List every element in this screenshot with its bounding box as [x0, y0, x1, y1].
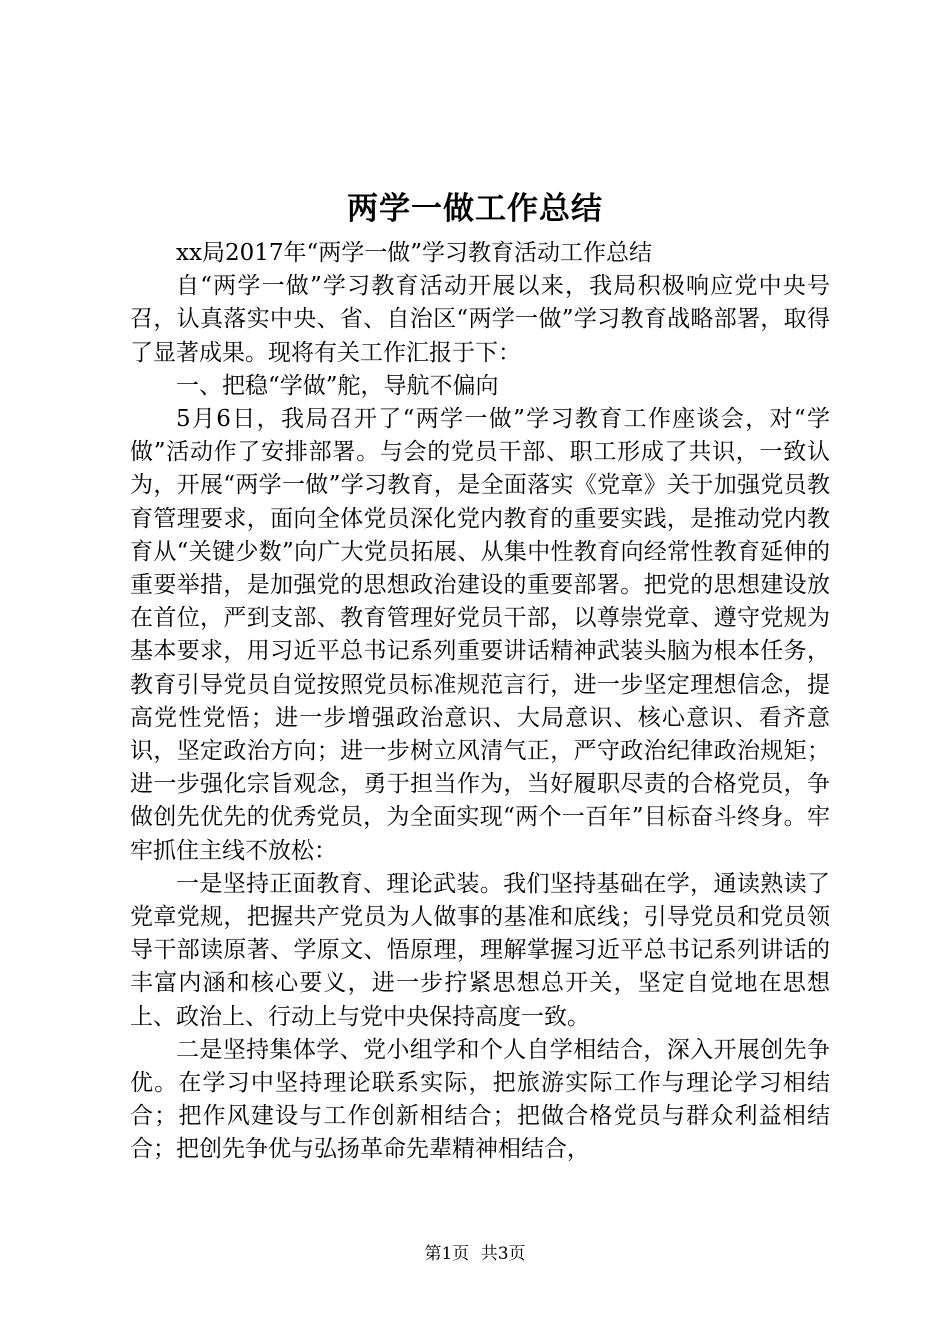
page-footer	[0, 1242, 950, 1266]
intro-paragraph: 自“两学一做”学习教育活动开展以来，我局积极响应党中央号召，认真落实中央、省、自治区“两学一做”学习教育战略部署，取得了显著成果。现将有关工作汇报于下：	[130, 273, 830, 366]
body-paragraph: 二是坚持集体学、党小组学和个人自学相结合，深入开展创先争优。在学习中坚持理论联系实际，把旅游实际工作与理论学习相结合；把作风建设与工作创新相结合；把做合格党员与群众利益相结合；把创先争优与弘扬革命先辈精神相结合，	[130, 1036, 830, 1163]
body-paragraph: 一是坚持正面教育、理论武装。我们坚持基础在学，通读熟读了党章党规，把握共产党员为人做事的基准和底线；引导党员和党员领导干部读原著、学原文、悟原理，理解掌握习近平总书记系列讲话的丰富内涵和核心要义，进一步拧紧思想总开关，坚定自觉地在思想上、政治上、行动上与党中央保持高度一致。	[130, 870, 830, 1030]
page-title: 两学一做工作总结	[347, 191, 603, 227]
document-subtitle: xx局2017年“两学一做”学习教育活动工作总结	[176, 240, 652, 266]
document-body	[130, 237, 830, 1167]
page-number: 第1页	[424, 1244, 470, 1264]
page-total: 共3页	[480, 1244, 526, 1264]
body-paragraph: 5月6日，我局召开了“两学一做”学习教育工作座谈会，对“学做”活动作了安排部署。与会的党员干部、职工形成了共识，一致认为，开展“两学一做”学习教育，是全面落实《党章》关于加强党员教育管理要求，面向全体党员深化党内教育的重要实践，是推动党内教育从“关键少数”向广大党员拓展、从集中性教育向经常性教育延伸的重要举措，是加强党的思想政治建设的重要部署。把党的思想建设放在首位，严到支部、教育管理好党员干部，以尊崇党章、遵守党规为基本要求，用习近平总书记系列重要讲话精神武装头脑为根本任务，教育引导党员自觉按照党员标准规范言行，进一步坚定理想信念，提高党性党悟；进一步增强政治意识、大局意识、核心意识、看齐意识，坚定政治方向；进一步树立风清气正，严守政治纪律政治规矩；进一步强化宗旨观念，勇于担当作为，当好履职尽责的合格党员，争做创先优先的优秀党员，为全面实现“两个一百年”目标奋斗终身。牢牢抓住主线不放松：	[130, 406, 830, 864]
section-heading: 一、把稳“学做”舵，导航不偏向	[176, 372, 499, 399]
